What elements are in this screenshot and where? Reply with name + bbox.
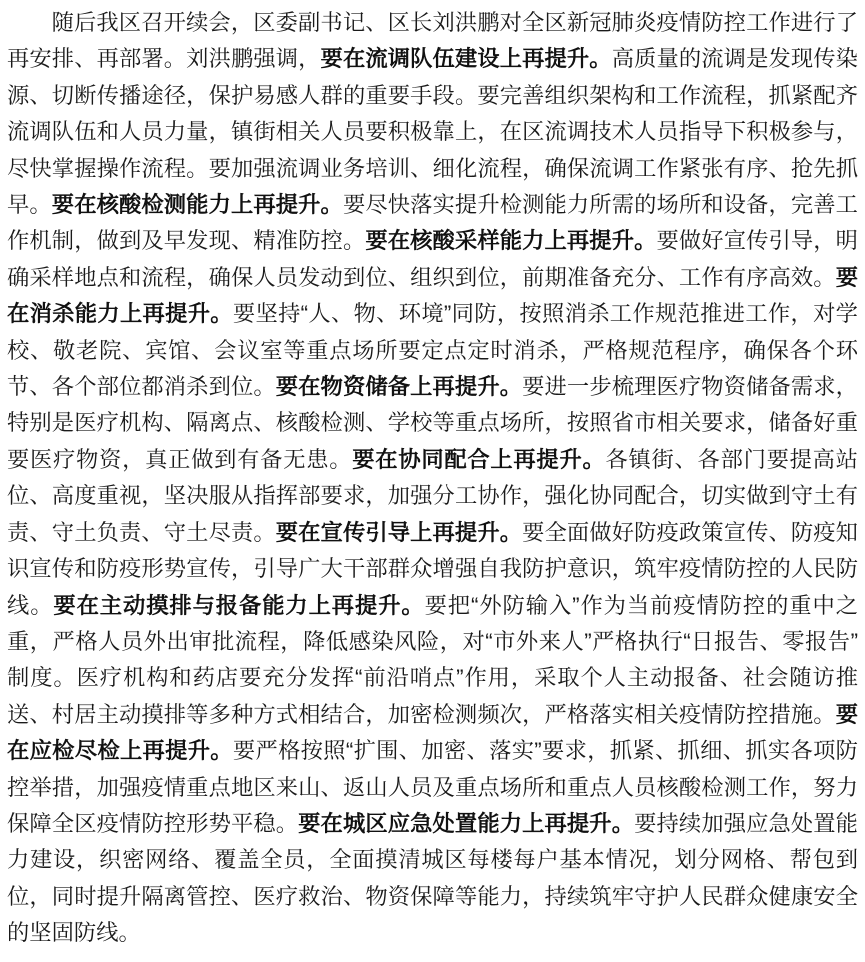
emphasis-phrase: 要在流调队伍建设上再提升。 — [320, 46, 612, 72]
emphasis-phrase: 要在核酸检测能力上再提升。 — [51, 192, 343, 218]
body-text: 各镇街、各部门要提高站位、高度重视，坚决服从指挥部要求，加强分工协作，强化协同配合，切实做到守土有责、守土负责、守土尽责。 — [7, 446, 858, 545]
emphasis-phrase: 要在核酸采样能力上再提升。 — [365, 228, 657, 254]
emphasis-phrase: 要在消杀能力上再提升。 — [7, 264, 858, 327]
body-text: 要严格按照“扩围、加密、落实”要求，抓紧、抓细、抓实各项防控举措，加强疫情重点地区来山、返山人员及重点场所和重点人员核酸检测工作，努力保障全区疫情防控形势平稳。 — [7, 738, 858, 836]
body-text: 要把“外防输入”作为当前疫情防控的重中之重，严格人员外出审批流程，降低感染风险，对“市外来人”严格执行“日报告、零报告”制度。医疗机构和药店要充分发挥“前沿哨点”作用，采取个人主动报备、社会随访推送、村居主动摸排等多种方式相结合，加密检测频次，严格落实相关疫情防控措施。 — [7, 592, 858, 727]
emphasis-phrase: 要在主动摸排与报备能力上再提升。 — [53, 592, 425, 618]
body-text: 随后我区召开续会，区委副书记、区长刘洪鹏对全区新冠肺炎疫情防控工作进行了再安排、再部署。刘洪鹏强调， — [7, 10, 858, 72]
emphasis-phrase: 要在应检尽检上再提升。 — [7, 701, 858, 764]
body-text: 要坚持“人、物、环境”同防，按照消杀工作规范推进工作，对学校、敬老院、宾馆、会议室等重点场所要定点定时消杀，严格规范程序，确保各个环节、各个部位都消杀到位。 — [7, 301, 858, 400]
body-text: 要持续加强应急处置能力建设，织密网络、覆盖全员，全面摸清城区每楼每户基本情况，划分网格、帮包到位，同时提升隔离管控、医疗救治、物资保障等能力，持续筑牢守护人民群众健康安全的坚固防线。 — [7, 810, 858, 946]
emphasis-phrase: 要在协同配合上再提升。 — [352, 446, 606, 472]
emphasis-phrase: 要在宣传引导上再提升。 — [275, 519, 523, 545]
body-text: 要尽快落实提升检测能力所需的场所和设备，完善工作机制，做到及早发现、精准防控。 — [7, 192, 858, 254]
body-text: 要做好宣传引导，明确采样地点和流程，确保人员发动到位、组织到位，前期准备充分、工作有序高效。 — [7, 228, 858, 290]
emphasis-phrase: 要在物资储备上再提升。 — [275, 374, 523, 400]
body-paragraph — [7, 5, 858, 952]
emphasis-phrase: 要在城区应急处置能力上再提升。 — [298, 810, 635, 836]
body-text: 要进一步梳理医疗物资储备需求，特别是医疗机构、隔离点、核酸检测、学校等重点场所，按照省市相关要求，储备好重要医疗物资，真正做到有备无患。 — [7, 374, 858, 472]
body-text: 高质量的流调是发现传染源、切断传播途径，保护易感人群的重要手段。要完善组织架构和工作流程，抓紧配齐流调队伍和人员力量，镇街相关人员要积极靠上，在区流调技术人员指导下积极参与，尽快掌握操作流程。要加强流调业务培训、细化流程，确保流调工作紧张有序、抢先抓早。 — [7, 46, 858, 218]
body-text: 要全面做好防疫政策宣传、防疫知识宣传和防疫形势宣传，引导广大干部群众增强自我防护意识，筑牢疫情防控的人民防线。 — [7, 519, 858, 618]
